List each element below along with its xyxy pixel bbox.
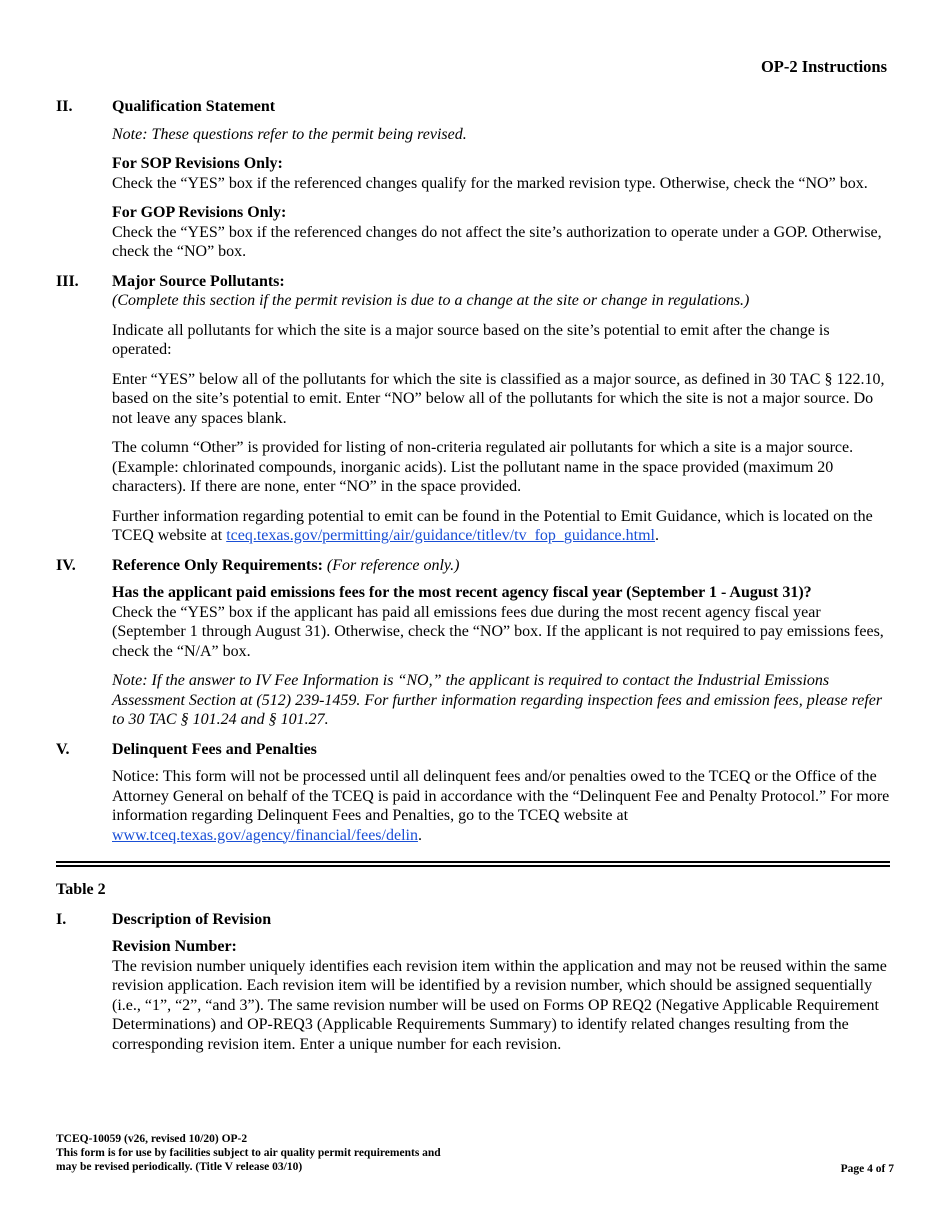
paragraph <box>112 767 890 845</box>
page-header-title: OP-2 Instructions <box>760 57 887 76</box>
section-heading: Major Source Pollutants: <box>112 272 285 290</box>
section-heading-line <box>112 556 890 576</box>
paragraph: The column “Other” is provided for listing of non-criteria regulated air pollutants for which a site is a major source. (Example: chlorinated compounds, inorganic acids). List the pollutant name in the space provided (maximum 20 characters). If there are none, enter “NO” in the space provided. <box>112 439 854 495</box>
section-subnote: (Complete this section if the permit revision is due to a change at the site or change in regulations.) <box>112 292 750 309</box>
paragraph-text: Further information regarding potential to emit can be found in the Potential to Emit Guidance, which is located on the TCEQ website at <box>112 507 873 544</box>
gop-text: Check the “YES” box if the referenced changes do not affect the site’s authorization to operate under a GOP. Otherwise, check the “NO” box. <box>112 223 882 260</box>
pte-guidance-link[interactable]: tceq.texas.gov/permitting/air/guidance/titlev/tv_fop_guidance.html <box>226 527 655 544</box>
fees-question: Has the applicant paid emissions fees for the most recent agency fiscal year (September 1 - August 31)? <box>112 584 812 601</box>
paragraph: The revision number uniquely identifies each revision item within the application and may not be reused within the same revision application. Each revision item will be identified by a revision number, which should be assigned sequentially (i.e., “1”, “2”, “and 3”). The same revision number will be used on Forms OP REQ2 (Negative Applicable Requirement Determinations) and OP-REQ3 (Applicable Requirements Summary) to identify related changes resulting from the corresponding revision item. Enter a unique number for each revision. <box>112 957 887 1053</box>
delinquent-fees-link[interactable]: www.tceq.texas.gov/agency/financial/fees/delin <box>112 826 418 844</box>
paragraph: Indicate all pollutants for which the site is a major source based on the site’s potential to emit after the change is operated: <box>112 321 830 358</box>
section-heading: Reference Only Requirements: <box>112 556 323 574</box>
section-qualification-statement <box>56 97 890 262</box>
footer-line: may be revised periodically. (Title V release 03/10) <box>56 1161 303 1173</box>
section-reference-only-requirements <box>56 556 890 730</box>
section-number: I. <box>56 910 67 928</box>
document-body <box>56 97 890 1064</box>
revision-number-heading: Revision Number: <box>112 938 237 955</box>
section-major-source-pollutants <box>56 272 890 546</box>
section-divider <box>56 861 890 867</box>
sop-heading: For SOP Revisions Only: <box>112 155 283 172</box>
paragraph: Check the “YES” box if the applicant has paid all emissions fees due during the most recent agency fiscal year (September 1 through August 31). Otherwise, check the “NO” box. If the applicant is not required to pay emissions fees, check the “N/A” box. <box>112 603 884 660</box>
section-number: II. <box>56 98 73 115</box>
section-heading-note: (For reference only.) <box>326 556 460 574</box>
section-description-of-revision <box>56 910 890 1055</box>
section-number: IV. <box>56 556 76 574</box>
paragraph-text: . <box>417 826 422 844</box>
footer-line: This form is for use by facilities subject to air quality permit requirements and <box>56 1147 441 1159</box>
footer-line: TCEQ-10059 (v26, revised 10/20) OP-2 <box>56 1133 248 1145</box>
section-number: III. <box>56 272 79 290</box>
section-number: V. <box>56 740 70 758</box>
section-heading: Qualification Statement <box>112 98 276 115</box>
paragraph-text: . <box>654 527 659 544</box>
section-note: Note: These questions refer to the permit being revised. <box>112 125 467 143</box>
gop-heading: For GOP Revisions Only: <box>112 204 287 221</box>
paragraph-text: Notice: This form will not be processed until all delinquent fees and/or penalties owed to the TCEQ or the Office of the Attorney General on behalf of the TCEQ is paid in accordance with the “Delinquent Fee and Penalty Protocol.” For more information regarding Delinquent Fees and Penalties, go to the TCEQ website at <box>112 768 890 824</box>
paragraph <box>112 507 890 546</box>
page-number: Page 4 of 7 <box>840 1163 894 1175</box>
sop-text: Check the “YES” box if the referenced changes qualify for the marked revision type. Otherwise, check the “NO” box. <box>112 174 868 192</box>
section-heading: Delinquent Fees and Penalties <box>112 740 317 758</box>
paragraph: Enter “YES” below all of the pollutants for which the site is classified as a major source, as defined in 30 TAC § 122.10, based on the site’s potential to emit. Enter “NO” below all of the pollutants for which the site is not a major source. Do not leave any spaces blank. <box>112 370 885 427</box>
section-note: Note: If the answer to IV Fee Information is “NO,” the applicant is required to contact the Industrial Emissions Assessment Section at (512) 239-1459. For further information regarding inspection fees and emission fees, please refer to 30 TAC § 101.24 and § 101.27. <box>112 672 883 728</box>
section-delinquent-fees <box>56 740 890 846</box>
table-title: Table 2 <box>56 881 106 898</box>
section-heading: Description of Revision <box>112 910 272 928</box>
footer-form-info <box>56 1132 441 1174</box>
